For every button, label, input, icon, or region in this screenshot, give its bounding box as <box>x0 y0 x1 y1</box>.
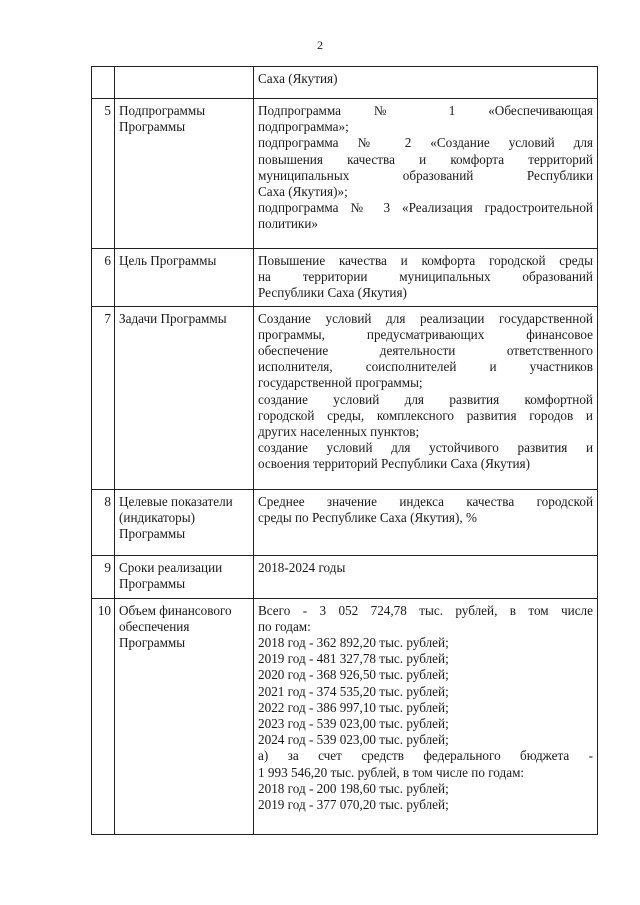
row-value-line: 2024 год - 539 023,00 тыс. рублей; <box>258 732 449 748</box>
row-label-line: Сроки реализации <box>119 559 223 575</box>
row-label-line: обеспечения <box>119 618 190 634</box>
row-number <box>92 67 115 99</box>
row-value-line: повышения качества и комфорта территорий <box>258 151 593 167</box>
row-value <box>254 99 598 249</box>
row-label <box>115 555 254 598</box>
row-value-line: освоения территорий Республики Саха (Якутия) <box>258 456 530 472</box>
row-value <box>254 489 598 555</box>
row-label <box>115 598 254 834</box>
row-value-line: Республики Саха (Якутия) <box>258 285 407 301</box>
row-value <box>254 598 598 834</box>
row-value-line: создание условий для развития комфортной <box>258 391 593 407</box>
row-value <box>254 306 598 489</box>
row-value-line: муниципальных образований Республики <box>258 167 593 183</box>
table-row <box>92 306 598 489</box>
row-number: 8 <box>92 489 115 555</box>
row-value-line: а) за счет средств федерального бюджета - <box>258 748 593 764</box>
row-value-line: создание условий для устойчивого развития и <box>258 440 593 456</box>
row-label <box>115 249 254 307</box>
row-label-line: (индикаторы) <box>119 509 196 525</box>
row-value-line: 2023 год - 539 023,00 тыс. рублей; <box>258 716 449 732</box>
row-value-line: 2019 год - 481 327,78 тыс. рублей; <box>258 651 449 667</box>
row-number: 6 <box>92 249 115 307</box>
row-value-line: обеспечение деятельности ответственного <box>258 343 593 359</box>
table-row <box>92 99 598 249</box>
row-value-line: Саха (Якутия)»; <box>258 184 348 200</box>
row-label-line: Программы <box>119 526 186 542</box>
page-number: 2 <box>317 38 323 52</box>
row-value-line: других населенных пунктов; <box>258 424 420 440</box>
row-number: 9 <box>92 555 115 598</box>
row-value-line: исполнителя, соисполнителей и участников <box>258 359 593 375</box>
row-value <box>254 555 598 598</box>
row-label-line: Подпрограммы <box>119 103 206 118</box>
table-row <box>92 598 598 834</box>
row-value-line: государственной программы; <box>258 375 423 391</box>
row-value-line: 2020 год - 368 926,50 тыс. рублей; <box>258 667 449 683</box>
row-label-line: Программы <box>119 575 186 591</box>
row-label-line: Задачи Программы <box>119 310 227 326</box>
row-value-line: 2018-2024 годы <box>258 559 346 575</box>
row-label <box>115 306 254 489</box>
row-value <box>254 249 598 307</box>
row-label-line: Целевые показатели <box>119 493 233 509</box>
row-value-line: подпрограмма № 2 «Создание условий для <box>258 135 593 151</box>
row-label <box>115 67 254 99</box>
row-value-line: Саха (Якутия) <box>258 71 338 86</box>
row-value-line: программы, предусматривающих финансовое <box>258 326 593 342</box>
row-number: 10 <box>92 598 115 834</box>
row-value-line: 2021 год - 374 535,20 тыс. рублей; <box>258 683 449 699</box>
row-value-line: 1 993 546,20 тыс. рублей, в том числе по годам: <box>258 764 525 780</box>
program-passport-table <box>91 66 598 835</box>
row-value-line: Среднее значение индекса качества городской <box>258 493 593 509</box>
row-value-line: Всего - 3 052 724,78 тыс. рублей, в том числе <box>258 602 593 618</box>
row-value-line: Подпрограмма № 1 «Обеспечивающая <box>258 103 593 118</box>
row-value <box>254 67 598 99</box>
table-row <box>92 489 598 555</box>
row-value-line: подпрограмма»; <box>258 119 349 135</box>
table-row <box>92 249 598 307</box>
row-label <box>115 489 254 555</box>
row-label <box>115 99 254 249</box>
row-number: 7 <box>92 306 115 489</box>
row-label-line: Цель Программы <box>119 253 217 268</box>
row-value-line: политики» <box>258 216 318 232</box>
table-row <box>92 555 598 598</box>
row-value-line: Повышение качества и комфорта городской среды <box>258 253 593 268</box>
row-value-line: 2018 год - 362 892,20 тыс. рублей; <box>258 635 449 651</box>
row-label-line: Объем финансового <box>119 602 232 618</box>
row-value-line: Создание условий для реализации государственной <box>258 310 593 326</box>
row-value-line: городской среды, комплексного развития городов и <box>258 407 593 423</box>
row-value-line: 2018 год - 200 198,60 тыс. рублей; <box>258 780 449 796</box>
row-value-line: на территории муниципальных образований <box>258 269 593 285</box>
row-value-line: 2022 год - 386 997,10 тыс. рублей; <box>258 699 449 715</box>
row-value-line: подпрограмма № 3 «Реализация градостроительной <box>258 200 593 216</box>
row-label-line: Программы <box>119 119 186 135</box>
row-value-line: 2019 год - 377 070,20 тыс. рублей; <box>258 797 449 813</box>
table-row <box>92 67 598 99</box>
row-value-line: по годам: <box>258 618 311 634</box>
row-value-line: среды по Республике Саха (Якутия), % <box>258 509 477 525</box>
row-number: 5 <box>92 99 115 249</box>
row-label-line: Программы <box>119 635 186 651</box>
